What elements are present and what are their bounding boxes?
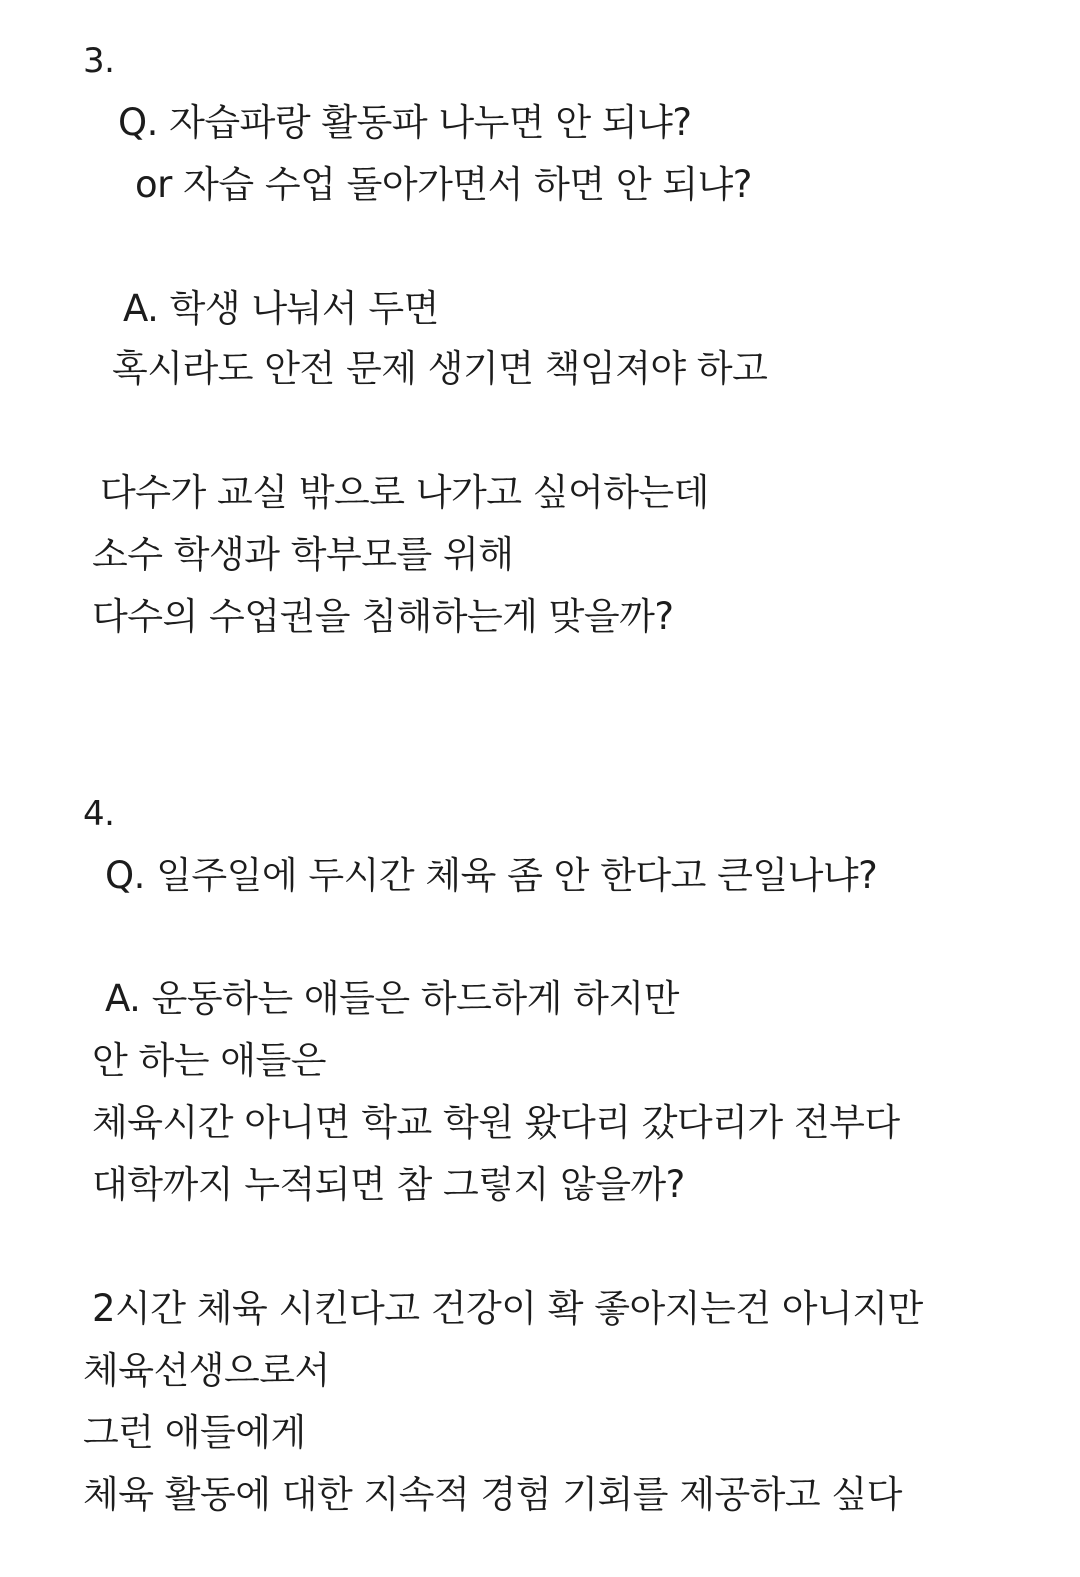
section-4-paragraph-line-2: 체육선생으로서 [83,1349,330,1392]
section-4-paragraph-line-3: 그런 애들에게 [83,1411,306,1454]
section-3-paragraph-line-1: 다수가 교실 밖으로 나가고 싶어하는데 [100,471,709,514]
section-4-answer-line-3: 체육시간 아니면 학교 학원 왔다리 갔다리가 전부다 [92,1101,900,1144]
section-3-answer-line-1: A. 학생 나눠서 두면 [123,287,439,330]
section-4-paragraph-line-4: 체육 활동에 대한 지속적 경험 기회를 제공하고 싶다 [83,1473,902,1516]
section-4-answer-line-2: 안 하는 애들은 [92,1039,326,1082]
section-4-answer-line-1: A. 운동하는 애들은 하드하게 하지만 [105,977,679,1020]
section-3-number: 3. [83,41,115,81]
section-4-question-line-1: Q. 일주일에 두시간 체육 좀 안 한다고 큰일나냐? [105,854,878,897]
section-3-question-line-2: or 자습 수업 돌아가면서 하면 안 되냐? [135,163,752,206]
section-3-question-line-1: Q. 자습파랑 활동파 나누면 안 되냐? [118,101,692,144]
section-3-paragraph-line-3: 다수의 수업권을 침해하는게 맞을까? [92,595,674,638]
section-3-answer-line-2: 혹시라도 안전 문제 생기면 책임져야 하고 [112,347,768,390]
section-3-paragraph-line-2: 소수 학생과 학부모를 위해 [92,533,514,576]
section-4-number: 4. [83,794,115,834]
section-4-paragraph-line-1: 2시간 체육 시킨다고 건강이 확 좋아지는건 아니지만 [92,1287,923,1330]
section-4-answer-line-4: 대학까지 누적되면 참 그렇지 않을까? [92,1163,685,1206]
